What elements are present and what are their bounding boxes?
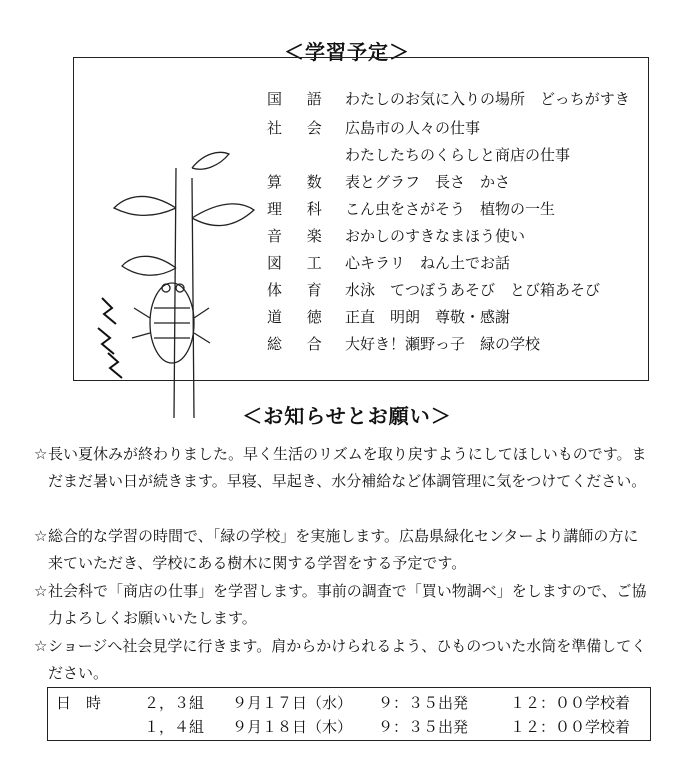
schedule-heading: ＜学習予定＞ <box>284 40 410 64</box>
subject-label: 算 数 <box>267 173 332 191</box>
trip-group: １，４組 <box>144 718 205 736</box>
insect-on-plant-illustration <box>94 148 259 418</box>
schedule-row <box>267 252 510 278</box>
subject-label: 理 科 <box>267 200 332 218</box>
subject-content: わたしたちのくらしと商店の仕事 <box>345 146 571 164</box>
subject-label: 図 工 <box>267 254 332 272</box>
subject-content: 表とグラフ 長さ かさ <box>345 173 511 191</box>
trip-arrive: １２：００学校着 <box>510 718 631 736</box>
schedule-row <box>267 144 570 170</box>
schedule-box <box>73 57 649 381</box>
subject-content: 水泳 てつぼうあそび とび箱あそび <box>345 281 601 299</box>
star-icon: ☆ <box>34 637 48 655</box>
star-icon: ☆ <box>34 582 48 600</box>
subject-label: 国 語 <box>267 90 332 108</box>
notices-heading: ＜お知らせとお願い＞ <box>242 404 452 428</box>
subject-label: 音 楽 <box>267 227 332 245</box>
subject-label: 総 合 <box>267 335 332 353</box>
subject-label: 社 会 <box>267 119 332 137</box>
notice-item <box>34 633 650 686</box>
trip-schedule-box <box>47 687 651 741</box>
subject-content: 正直 明朗 尊敬・感謝 <box>345 308 511 326</box>
schedule-row <box>267 117 480 143</box>
schedule-row <box>267 171 510 197</box>
subject-content: わたしのお気に入りの場所 どっちがすき <box>345 90 630 108</box>
subject-content: こん虫をさがそう 植物の一生 <box>345 200 556 218</box>
schedule-row <box>267 88 630 114</box>
subject-content: 心キラリ ねん土でお話 <box>345 254 511 272</box>
subject-content: おかしのすきなまほう使い <box>345 227 526 245</box>
trip-depart: ９：３５出発 <box>378 718 469 736</box>
datetime-label: 日 時 <box>56 694 102 712</box>
star-icon: ☆ <box>34 445 48 463</box>
trip-date: ９月１７日（水） <box>232 694 353 712</box>
trip-row <box>48 716 650 740</box>
trip-date: ９月１８日（木） <box>232 718 353 736</box>
schedule-row <box>267 225 525 251</box>
trip-arrive: １２：００学校着 <box>510 694 631 712</box>
star-icon: ☆ <box>34 527 48 545</box>
schedule-row <box>267 333 540 359</box>
notice-item <box>34 523 650 576</box>
trip-row <box>48 692 650 716</box>
notice-text: ショージへ社会見学に行きます。肩からかけられるよう、ひものついた水筒を準備してください。 <box>48 637 647 682</box>
notice-item <box>34 578 650 631</box>
schedule-row <box>267 306 510 332</box>
notice-text: 社会科で「商店の仕事」を学習します。事前の調査で「買い物調べ」をしますので、ご協力よろしくお願いいたします。 <box>48 582 647 627</box>
subject-content: 大好き！瀬野っ子 緑の学校 <box>345 335 541 353</box>
notice-text: 総合的な学習の時間で、「緑の学校」を実施します。広島県緑化センターより講師の方に来ていただき、学校にある樹木に関する学習をする予定です。 <box>48 527 639 572</box>
subject-label: 道 徳 <box>267 308 332 326</box>
subject-label: 体 育 <box>267 281 332 299</box>
notice-item <box>34 441 650 494</box>
trip-depart: ９：３５出発 <box>378 694 469 712</box>
schedule-row <box>267 198 555 224</box>
subject-content: 広島市の人々の仕事 <box>345 119 481 137</box>
notice-text: 長い夏休みが終わりました。早く生活のリズムを取り戻すようにしてほしいものです。まだまだ暑い日が続きます。早寝、早起き、水分補給など体調管理に気をつけてください。 <box>48 445 647 490</box>
trip-group: ２，３組 <box>144 694 205 712</box>
schedule-row <box>267 279 600 305</box>
